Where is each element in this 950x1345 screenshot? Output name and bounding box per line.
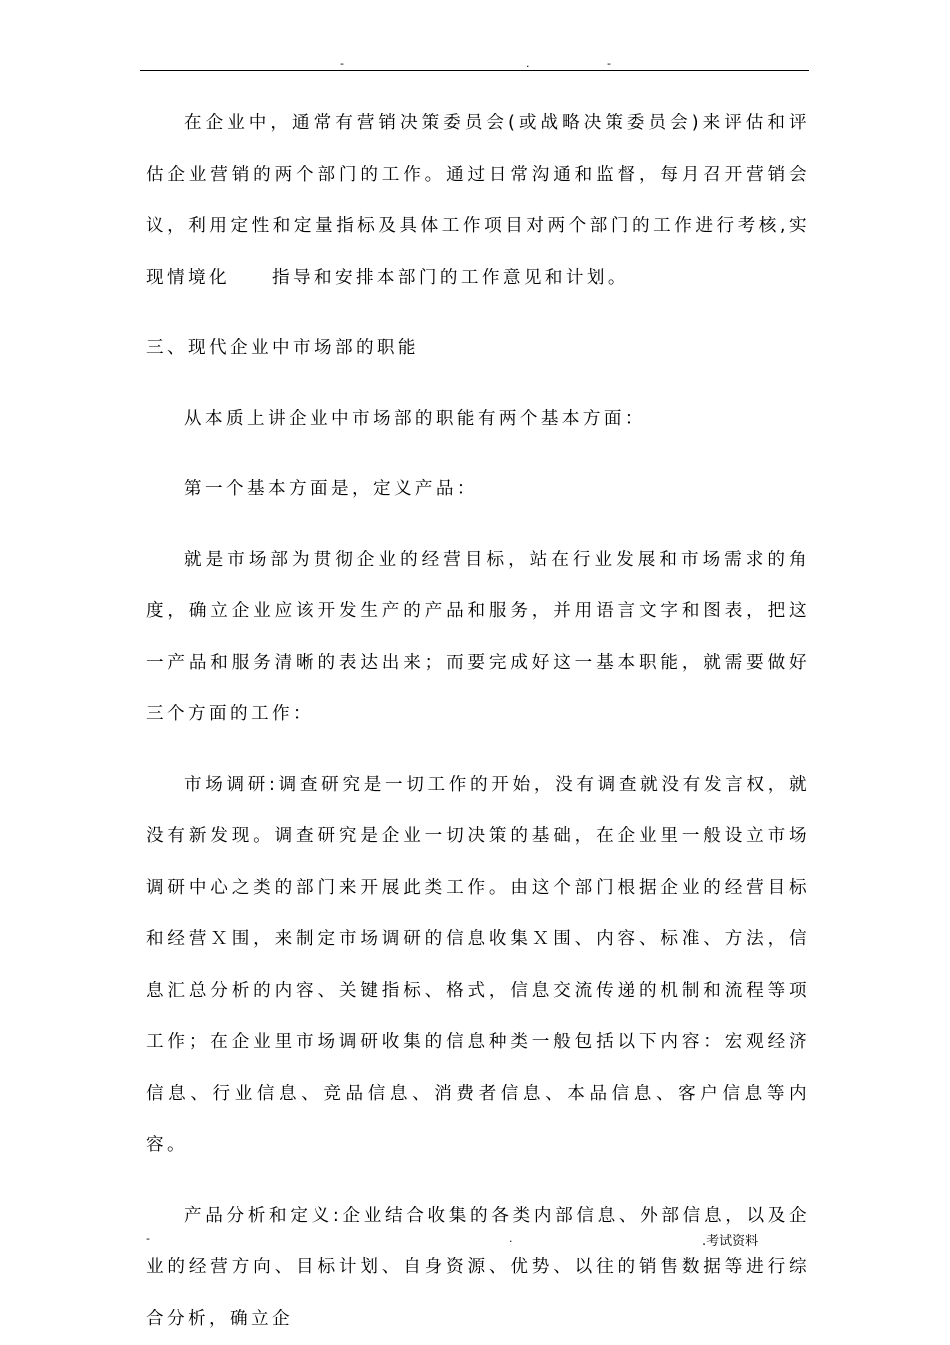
paragraph-first-aspect: 第一个基本方面是，定义产品： xyxy=(146,464,810,516)
footer-note: .考试资料 xyxy=(702,1234,758,1250)
header-mark-center: . xyxy=(526,58,530,70)
document-body xyxy=(146,98,810,1345)
paragraph-product-analysis: 产品分析和定义:企业结合收集的各类内部信息、外部信息，以及企业的经营方向、目标计划、自身资源、优势、以往的销售数据等进行综合分析，确立企 xyxy=(146,1191,810,1345)
header-mark-left: - xyxy=(340,58,344,70)
paragraph-evaluation: 在企业中，通常有营销决策委员会(或战略决策委员会)来评估和评估企业营销的两个部门的工作。通过日常沟通和监督，每月召开营销会议，利用定性和定量指标及具体工作项目对两个部门的工作进行考核,实现情境化 指导和安排本部门的工作意见和计划。 xyxy=(146,98,810,304)
header-mark-right: - xyxy=(607,58,611,70)
paragraph-functions-intro: 从本质上讲企业中市场部的职能有两个基本方面： xyxy=(146,394,810,446)
section-heading: 三、现代企业中市场部的职能 xyxy=(146,323,810,375)
paragraph-define-product: 就是市场部为贯彻企业的经营目标，站在行业发展和市场需求的角度，确立企业应该开发生产的产品和服务，并用语言文字和图表，把这一产品和服务清晰的表达出来；而要完成好这一基本职能，就需要做好三个方面的工作： xyxy=(146,535,810,741)
header-rule xyxy=(140,70,809,71)
footer-mark-left: - xyxy=(146,1233,150,1245)
paragraph-market-research: 市场调研:调查研究是一切工作的开始，没有调查就没有发言权，就没有新发现。调查研究是企业一切决策的基础，在企业里一般设立市场调研中心之类的部门来开展此类工作。由这个部门根据企业的经营目标和经营Ｘ围，来制定市场调研的信息收集Ｘ围、内容、标准、方法，信息汇总分析的内容、关键指标、格式，信息交流传递的机制和流程等项工作；在企业里市场调研收集的信息种类一般包括以下内容：宏观经济信息、行业信息、竞品信息、消费者信息、本品信息、客户信息等内容。 xyxy=(146,760,810,1172)
footer-mark-center: . xyxy=(509,1233,513,1245)
